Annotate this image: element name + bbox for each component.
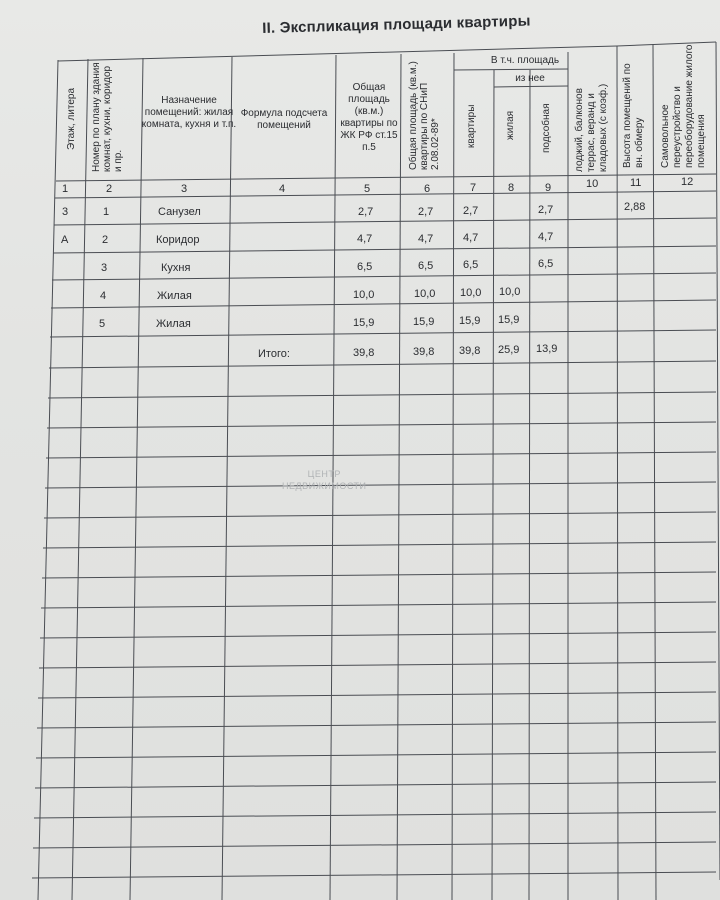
total-label: Итого: — [258, 348, 290, 360]
total-area-snip: 39,8 — [413, 346, 435, 358]
cell-room-name: Коридор — [156, 234, 200, 246]
cell-area-zk: 6,5 — [357, 261, 373, 273]
col-number: 7 — [470, 182, 477, 194]
cell-area-snip: 2,7 — [418, 206, 434, 218]
cell-room-name: Жилая — [157, 290, 192, 302]
cell-auxiliary: 4,7 — [538, 231, 554, 243]
header-unauthorized: Самовольное переустройство и переоборудование жилого помещения — [660, 44, 707, 168]
cell-room-number: 5 — [99, 318, 106, 330]
cell-area-zk: 4,7 — [357, 233, 373, 245]
col-number: 12 — [681, 176, 694, 188]
col-number: 8 — [508, 182, 515, 194]
col-number: 4 — [279, 183, 286, 195]
cell-apartment: 2,7 — [463, 205, 479, 217]
col-number: 6 — [424, 183, 431, 195]
cell-living: 15,9 — [498, 314, 520, 326]
cell-apartment: 15,9 — [459, 315, 481, 327]
cell-height: 2,88 — [624, 201, 646, 213]
header-room-number: Номер по плану здания комнат, кухни, коридор и пр. — [91, 62, 124, 172]
header-living: жилая — [505, 110, 516, 140]
document-title: II. Экспликация площади квартиры — [262, 12, 531, 37]
cell-floor: А — [61, 234, 69, 246]
header-purpose: Назначение помещений: жилая комната, кухня и т.п. — [141, 95, 237, 130]
header-floor: Этаж, литера — [66, 87, 77, 150]
cell-apartment: 6,5 — [463, 259, 479, 271]
header-apartment: квартиры — [466, 104, 477, 148]
cell-apartment: 10,0 — [460, 287, 482, 299]
cell-room-name: Кухня — [161, 262, 191, 274]
cell-apartment: 4,7 — [463, 232, 479, 244]
cell-room-number: 2 — [102, 234, 109, 246]
cell-area-zk: 2,7 — [358, 206, 374, 218]
header-height: Высота помещений по вн. обмеру — [622, 63, 645, 168]
cell-room-number: 1 — [103, 206, 110, 218]
cell-living: 10,0 — [499, 286, 521, 298]
header-area-snip: Общая площадь (кв.м.) квартиры по СНиП 2.08.02-89* — [408, 61, 441, 170]
total-apartment: 39,8 — [459, 345, 481, 357]
cell-area-zk: 10,0 — [353, 289, 375, 301]
header-area-zk: Общая площадь (кв.м.) квартиры по ЖК РФ ст.15 п.5 — [340, 82, 398, 153]
cell-room-number: 4 — [100, 290, 107, 302]
col-number: 1 — [62, 183, 69, 195]
cell-area-snip: 4,7 — [418, 233, 434, 245]
col-number: 9 — [545, 182, 552, 194]
watermark — [282, 468, 367, 492]
cell-room-number: 3 — [101, 262, 108, 274]
cell-room-name: Жилая — [156, 318, 191, 330]
header-formula: Формула подсчета помещений — [240, 108, 328, 131]
cell-floor: 3 — [62, 206, 69, 218]
cell-auxiliary: 6,5 — [538, 258, 554, 270]
col-number: 5 — [364, 183, 371, 195]
total-area-zk: 39,8 — [353, 347, 375, 359]
cell-area-snip: 10,0 — [414, 288, 436, 300]
total-auxiliary: 13,9 — [536, 343, 558, 355]
col-number: 10 — [586, 178, 599, 190]
cell-area-zk: 15,9 — [353, 317, 375, 329]
header-subgroup: из нее — [515, 73, 545, 84]
header-group: В т.ч. площадь — [490, 55, 560, 66]
header-loggia: лоджий, балконов террас, веранд и кладовых (с коэф.) — [574, 83, 609, 172]
col-number: 3 — [181, 183, 188, 195]
watermark-line1: ЦЕНТР — [307, 469, 341, 479]
total-living: 25,9 — [498, 344, 520, 356]
col-number: 11 — [630, 177, 642, 189]
cell-area-snip: 6,5 — [418, 260, 434, 272]
watermark-line2: НЕДВИЖИМОСТИ — [282, 481, 367, 491]
col-number: 2 — [106, 183, 113, 195]
cell-auxiliary: 2,7 — [538, 204, 554, 216]
cell-area-snip: 15,9 — [413, 316, 435, 328]
cell-room-name: Санузел — [158, 206, 201, 218]
header-auxiliary: подсобная — [541, 103, 552, 153]
